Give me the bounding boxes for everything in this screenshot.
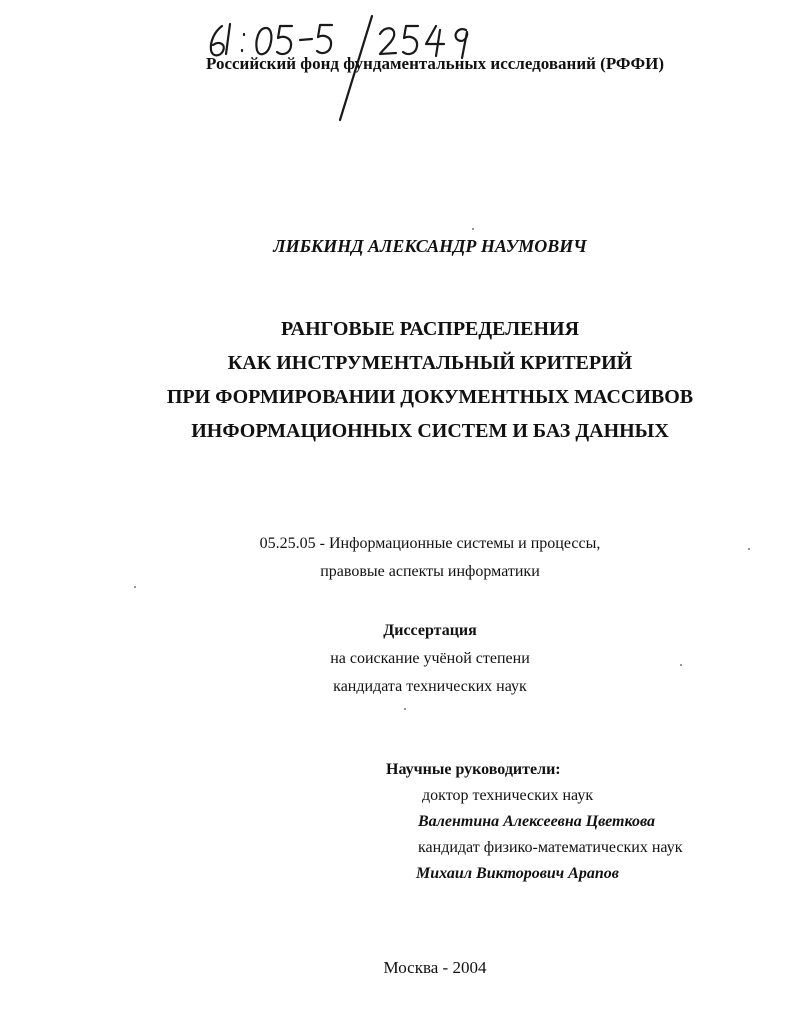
- specialty-block: [220, 530, 640, 586]
- advisor-1-name: Валентина Алексеевна Цветкова: [418, 813, 655, 830]
- title-line: ПРИ ФОРМИРОВАНИИ ДОКУМЕНТНЫХ МАССИВОВ: [166, 386, 694, 408]
- funder-organization: Российский фонд фундаментальных исследований (РФФИ): [205, 54, 664, 73]
- dissertation-heading: Диссертация: [383, 622, 477, 639]
- advisors-heading: Научные руководители:: [386, 761, 561, 778]
- dissertation-title: [140, 312, 720, 448]
- scan-speck: [472, 228, 474, 230]
- scan-speck: [404, 708, 406, 710]
- scan-speck: [680, 664, 682, 666]
- specialty-sub-line: правовые аспекты информатики: [320, 563, 540, 580]
- city-year: Москва - 2004: [383, 958, 487, 977]
- advisor-2-degree: кандидат физико-математических наук: [418, 839, 683, 856]
- dissertation-purpose: на соискание учёной степени: [330, 650, 530, 667]
- scan-speck: [748, 548, 750, 550]
- author-name: ЛИБКИНД АЛЕКСАНДР НАУМОВИЧ: [273, 236, 587, 256]
- specialty-code-line: 05.25.05 - Информационные системы и процессы,: [259, 535, 601, 552]
- dissertation-degree: кандидата технических наук: [333, 678, 527, 695]
- advisors-block: [386, 757, 766, 887]
- dissertation-block: [240, 617, 620, 701]
- advisor-1-degree: доктор технических наук: [422, 787, 594, 804]
- title-line: РАНГОВЫЕ РАСПРЕДЕЛЕНИЯ: [280, 318, 580, 340]
- title-line: ИНФОРМАЦИОННЫХ СИСТЕМ И БАЗ ДАННЫХ: [191, 420, 669, 442]
- title-line: КАК ИНСТРУМЕНТАЛЬНЫЙ КРИТЕРИЙ: [227, 352, 633, 374]
- advisor-2-name: Михаил Викторович Арапов: [416, 865, 619, 882]
- scan-speck: [134, 586, 136, 588]
